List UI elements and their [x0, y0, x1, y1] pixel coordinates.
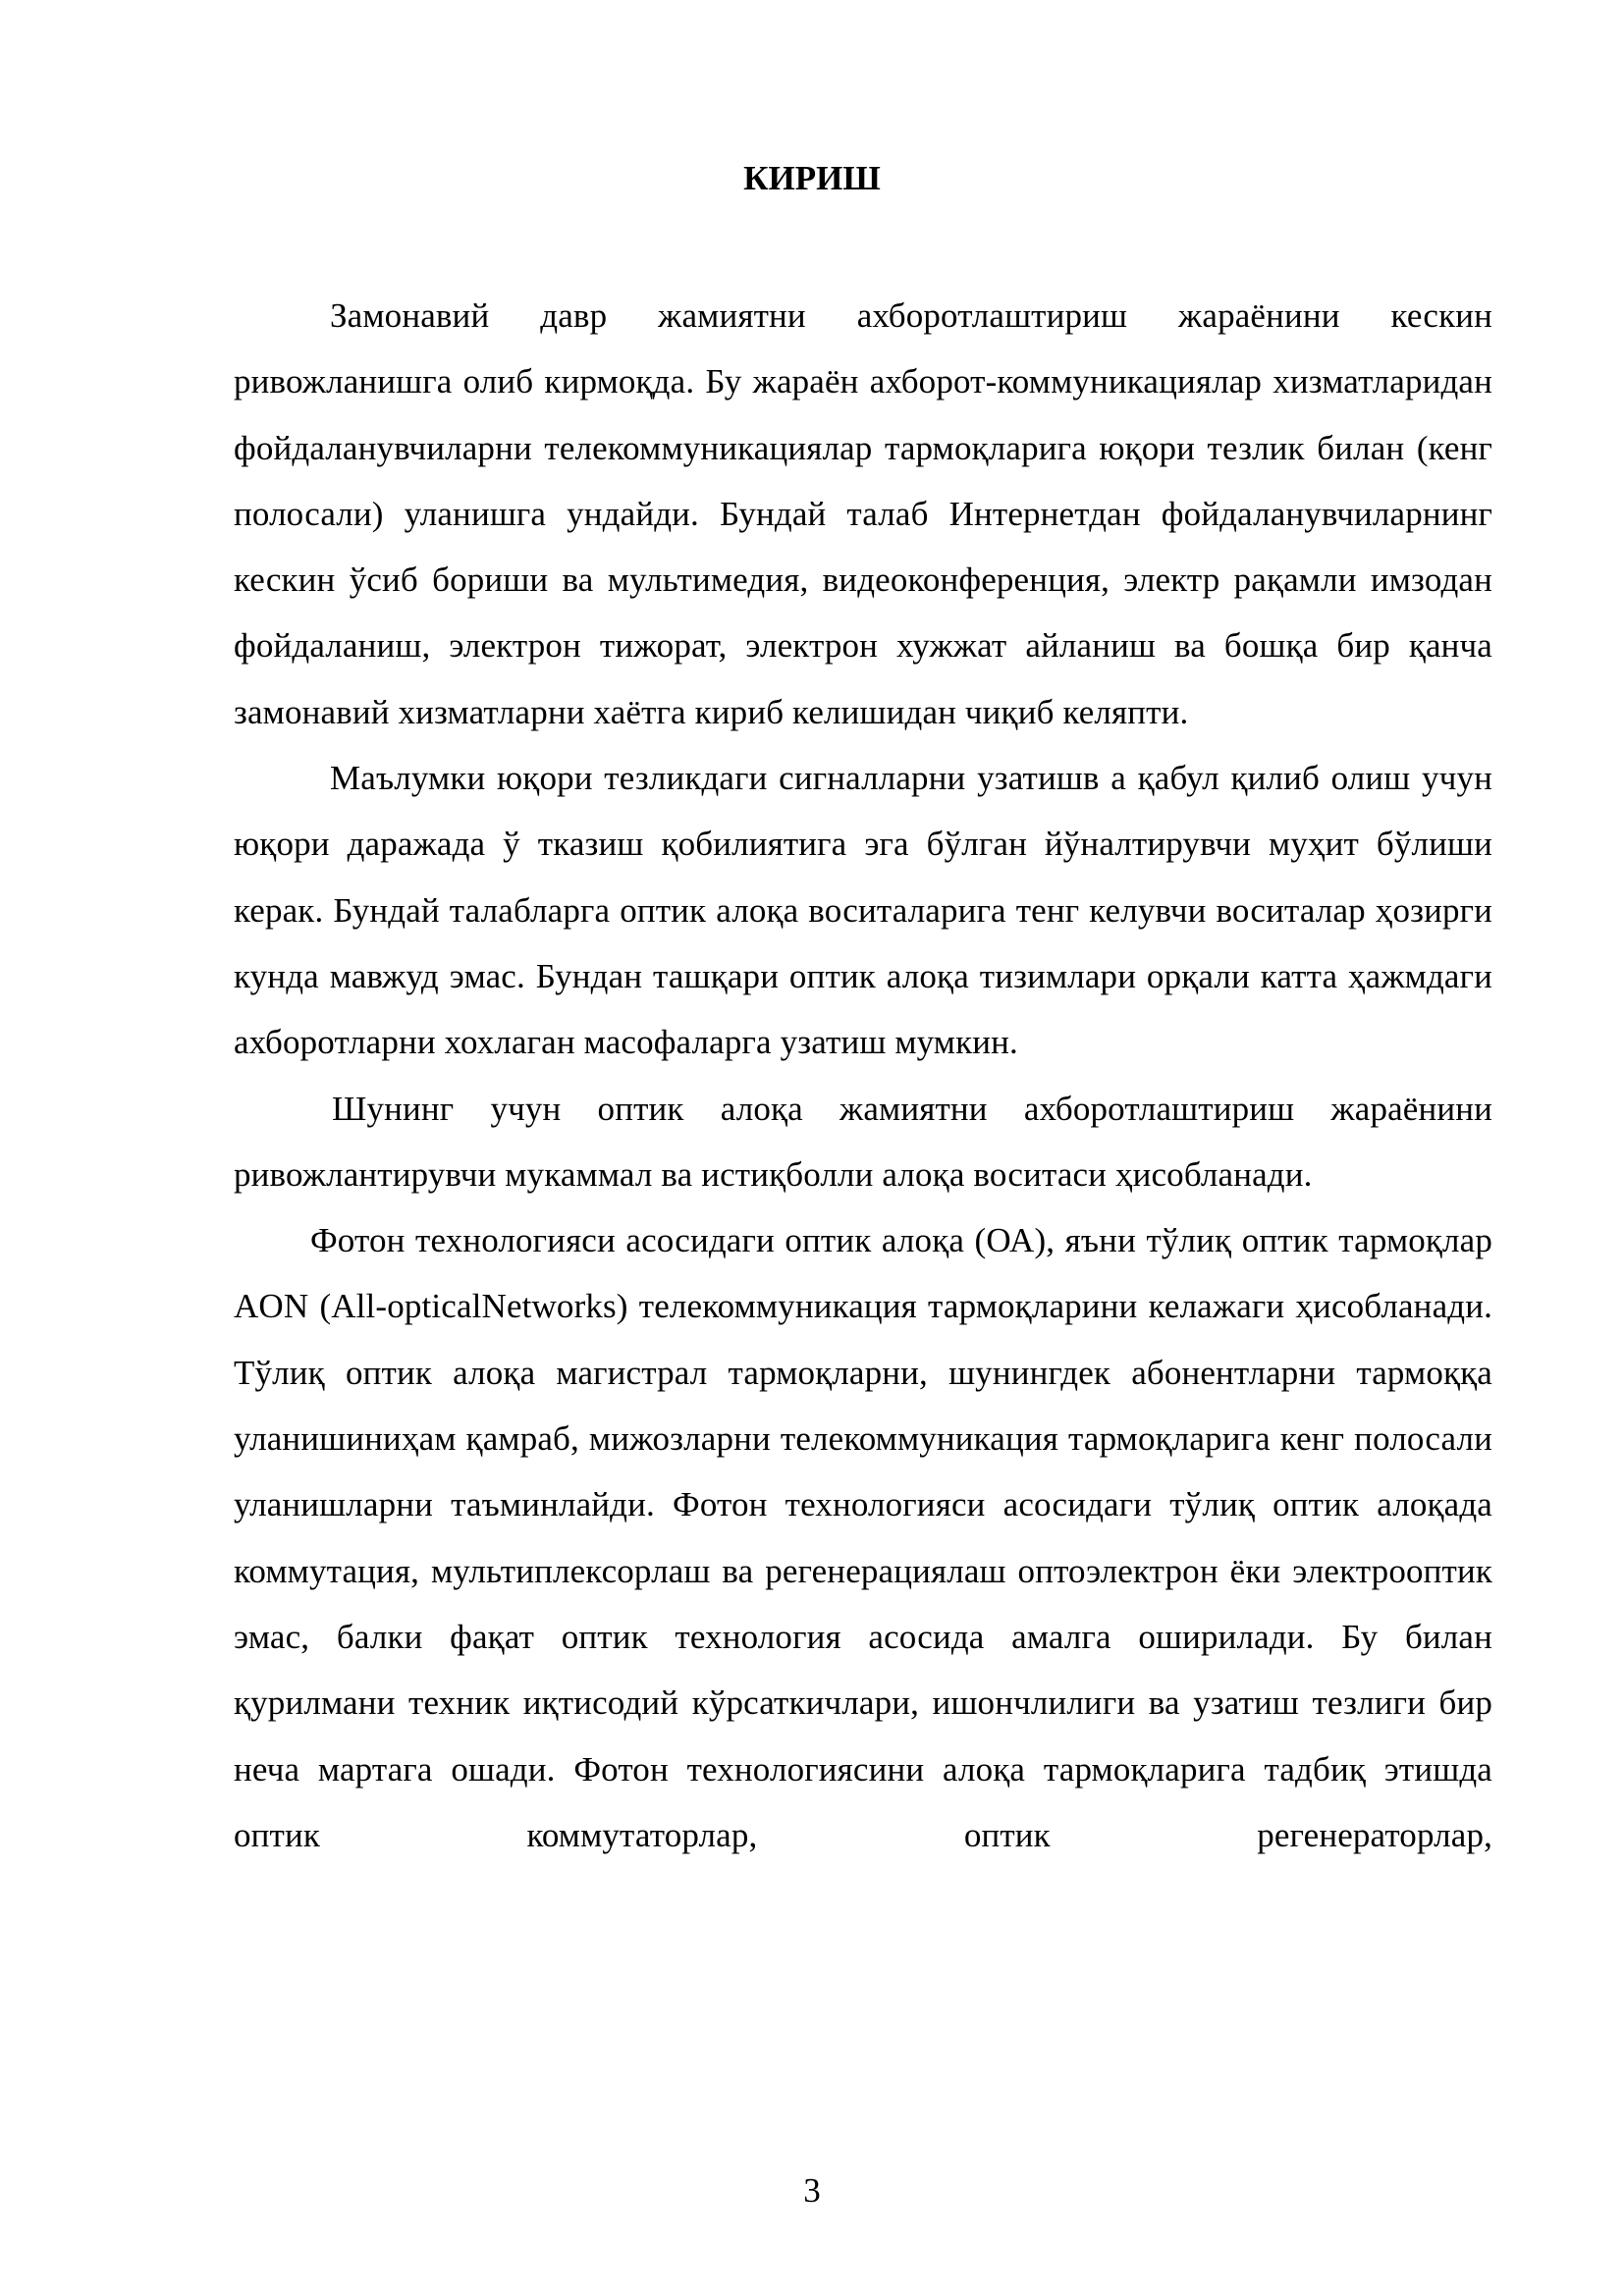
body-text	[234, 283, 1492, 1868]
paragraph-2: Маълумки юқори тезликдаги сигналларни узатишв а қабул қилиб олиш учун юқори даражада ў тказиш қобилиятига эга бўлган йўналтирувчи муҳит бўлиши керак. Бундай талабларга оптик алоқа воситаларига тенг келувчи воситалар ҳозирги кунда мавжуд эмас. Бундан ташқари оптик алоқа тизимлари орқали катта ҳажмдаги ахборотларни хохлаган масофаларга узатиш мумкин.	[234, 759, 1492, 1062]
page-title: КИРИШ	[743, 159, 881, 197]
paragraph-1: Замонавий давр жамиятни ахборотлаштириш жараёнини кескин ривожланишга олиб кирмоқда. Бу жараён ахборот-коммуникациялар хизматларидан фойдаланувчиларни телекоммуникациялар тармоқларига юқори тезлик билан (кенг полосали) уланишга ундайди. Бундай талаб Интернетдан фойдаланувчиларнинг кескин ўсиб бориши ва мультимедия, видеоконференция, электр рақамли имзодан фойдаланиш, электрон тижорат, электрон хужжат айланиш ва бошқа бир қанча замонавий хизматларни хаётга кириб келишидан чиқиб келяпти.	[234, 296, 1492, 731]
paragraph-4: Фотон технологияси асосидаги оптик алоқа (ОА), яъни тўлиқ оптик тармоқлар AON (All-opticalNetworks) телекоммуникация тармоқларини келажаги ҳисобланади. Тўлиқ оптик алоқа магистрал тармоқларни, шунингдек абонентларни тармоққа уланишиниҳам қамраб, мижозларни телекоммуникация тармоқларига кенг полосали уланишларни таъминлайди. Фотон технологияси асосидаги тўлиқ оптик алоқада коммутация, мультиплексорлаш ва регенерациялаш оптоэлектрон ёки электрооптик эмас, балки фақат оптик технология асосида амалга оширилади. Бу билан қурилмани техник иқтисодий кўрсаткичлари, ишончлилиги ва узатиш тезлиги бир неча мартага ошади. Фотон технологиясини алоқа тармоқларига тадбиқ этишда оптик коммутаторлар, оптик регенераторлар,	[234, 1221, 1492, 1854]
paragraph-3: Шунинг учун оптик алоқа жамиятни ахборотлаштириш жараёнини ривожлантирувчи мукаммал ва истиқболли алоқа воситаси ҳисобланади.	[234, 1089, 1492, 1194]
page-number: 3	[803, 2171, 821, 2210]
